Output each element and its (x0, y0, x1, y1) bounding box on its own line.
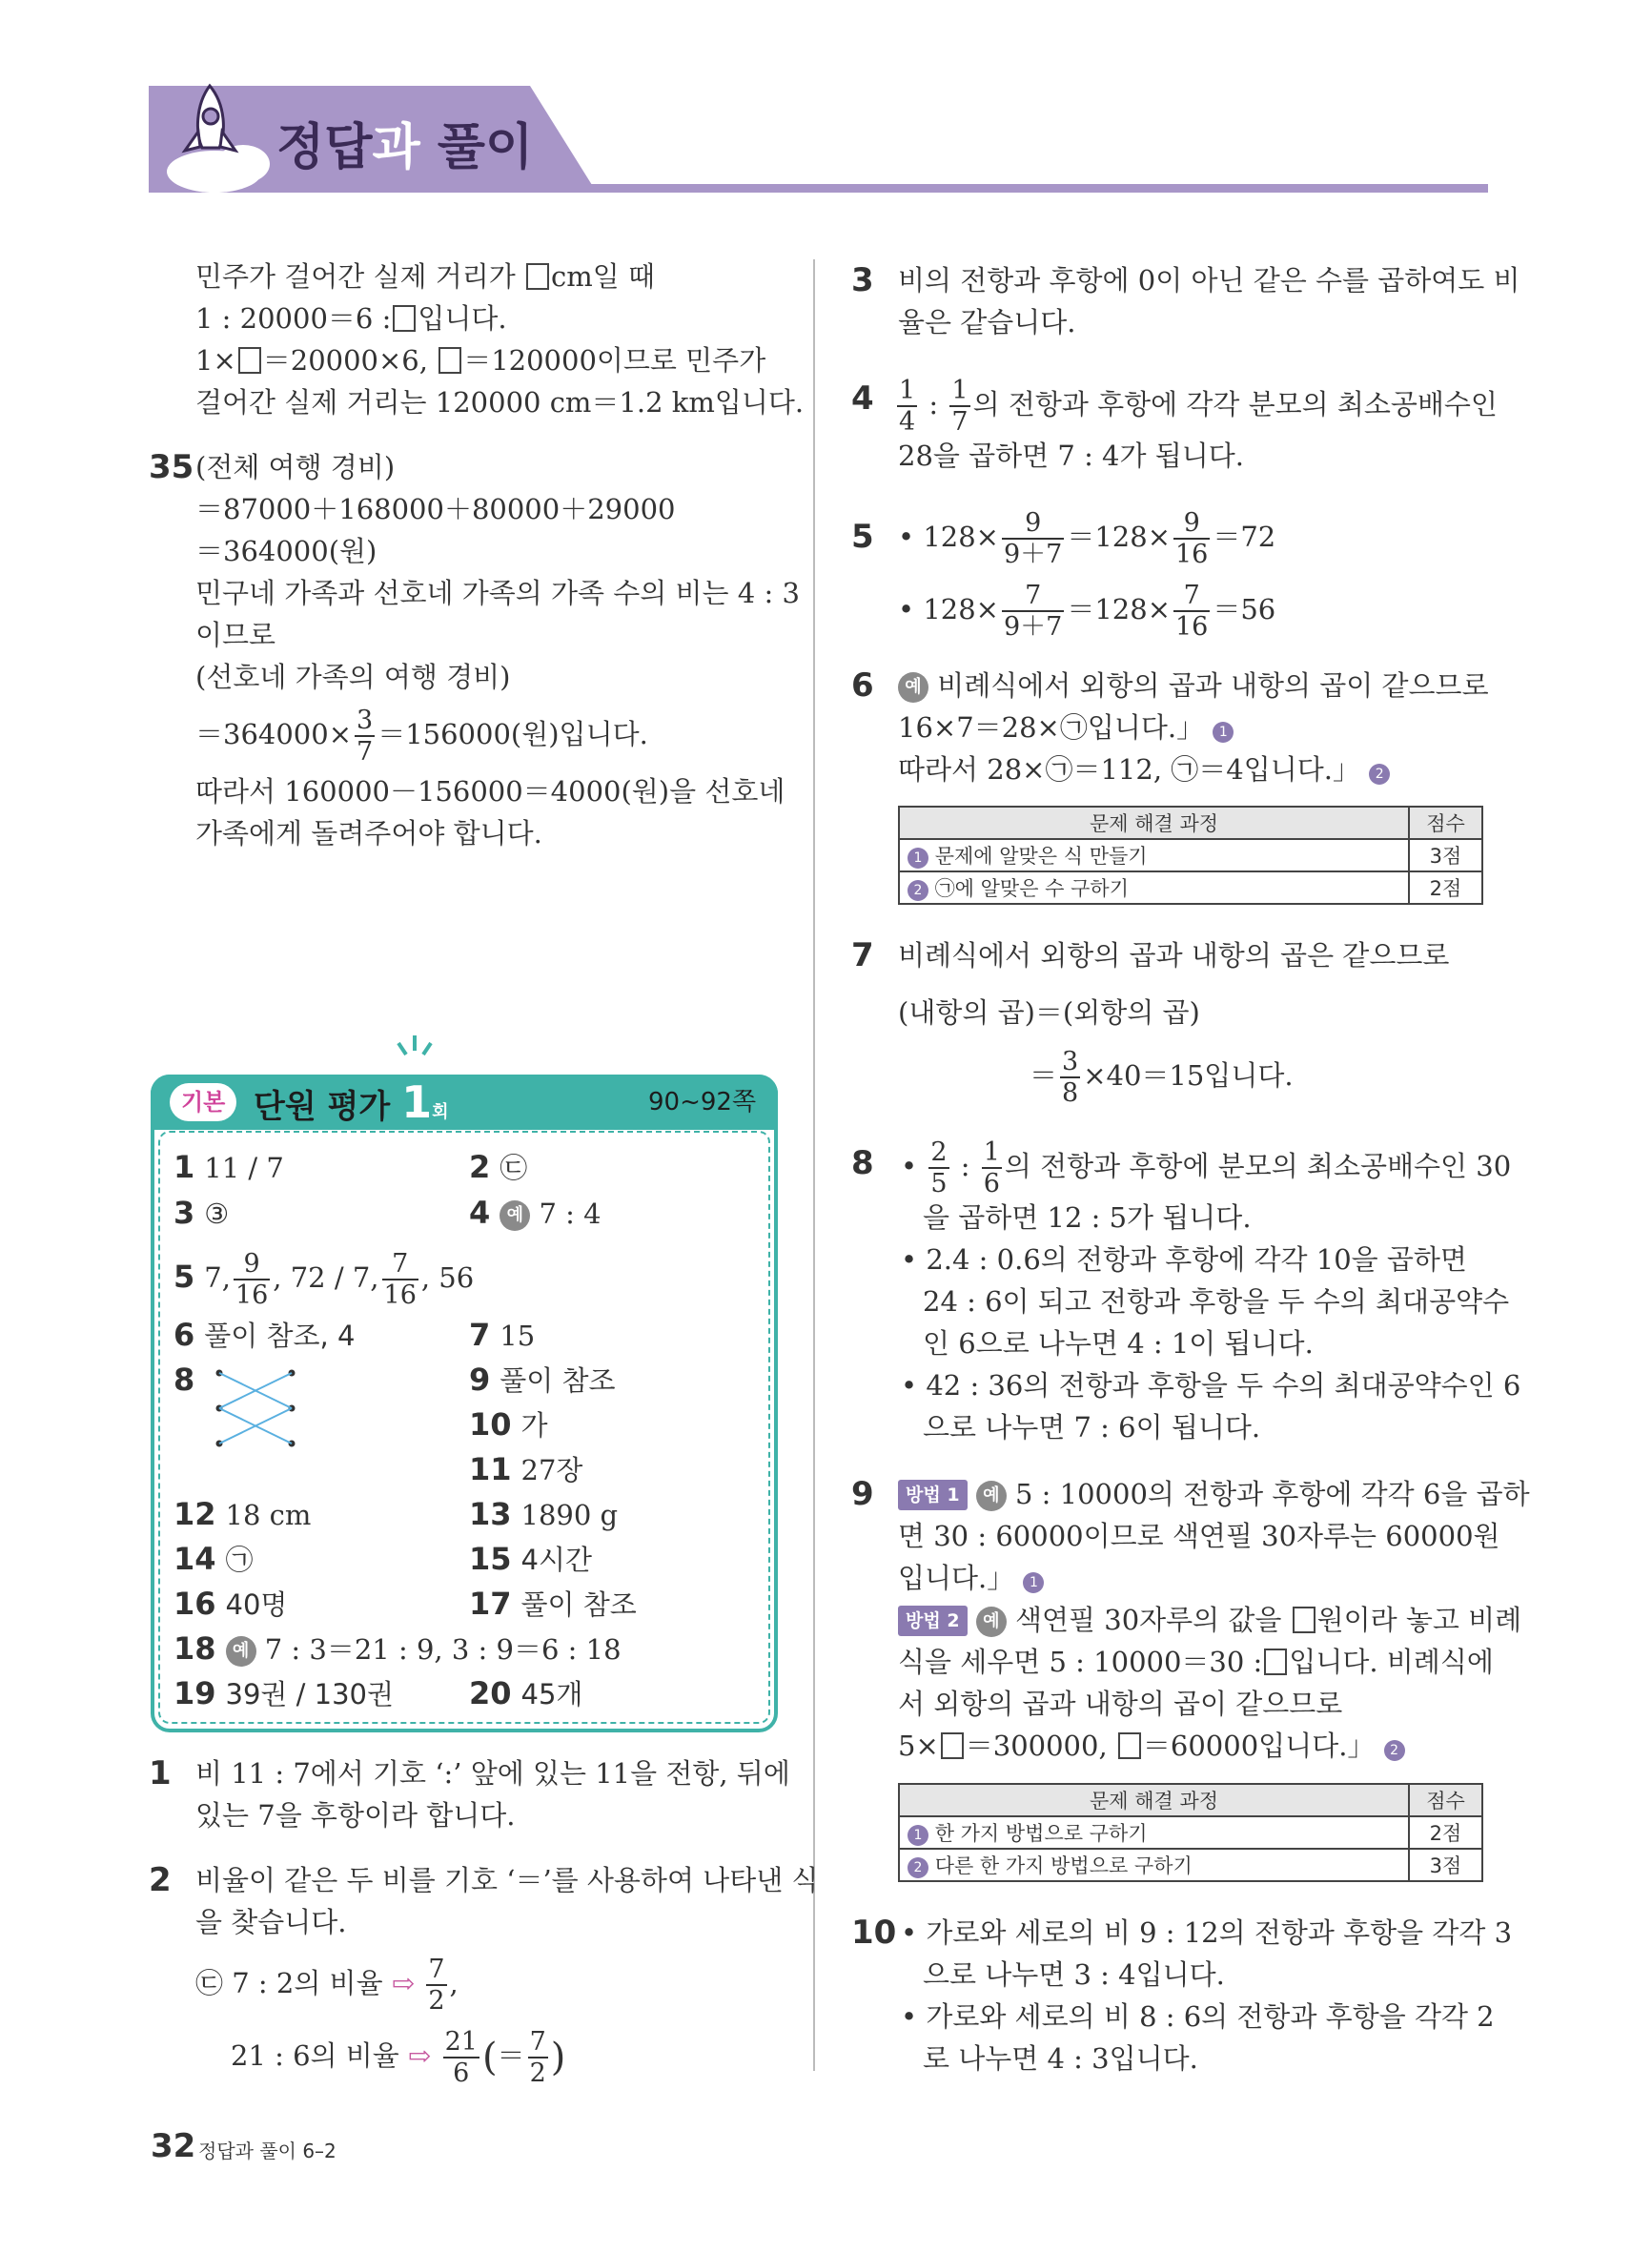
footer-text: 정답과 풀이 6–2 (198, 2140, 337, 2162)
text-line: 5× ＝300000, ＝60000입니다.」 2 (898, 1725, 1405, 1767)
text-line: $\frac{1}{4}$ : $\frac{1}{7}$ 의 전항과 후항에 각각 분모의 최소공배수인 (899, 376, 1498, 437)
text-line: (선호네 가족의 여행 경비) (195, 661, 511, 693)
answer-row: 12 18 cm (173, 1496, 312, 1532)
text-line: 비 11 : 7에서 기호 ‘:’ 앞에 있는 11을 전항, 뒤에 (195, 1757, 790, 1790)
text-line: 비례식에서 외항의 곱과 내항의 곱은 같으므로 (898, 939, 1450, 972)
answer-row: 11 27장 (469, 1451, 583, 1487)
question-number: 9 (851, 1475, 874, 1513)
score-table: 문제 해결 과정 점수 1 문제에 알맞은 식 만들기 3점 2 ㉠에 알맞은 수 구하기 2점 (898, 806, 1483, 905)
text-line: ＝364000(원) (195, 535, 377, 567)
text-line: 식을 세우면 5 : 10000＝30 : 입니다. 비례식에 (898, 1646, 1494, 1678)
text-line: 1× ＝20000×6, ＝120000이므로 민주가 (195, 344, 766, 377)
unit-test-pages: 90~92쪽 (648, 1088, 757, 1116)
text-line: 비의 전항과 후항에 0이 아닌 같은 수를 곱하여도 비 (898, 264, 1520, 297)
text-line: ㉢ 7 : 2의 비율 ⇨ $\frac{7}{2}$ , (195, 1955, 459, 2016)
text-line: • 128× $\frac{9}{9+7}$ ＝128× $\frac{9}{16}$ ＝72 (898, 508, 1276, 569)
text-line: 24 : 6이 되고 전항과 후항을 두 수의 최대공약수 (923, 1285, 1510, 1318)
question-number: 2 (149, 1861, 172, 1899)
question-number: 35 (149, 448, 194, 486)
question-number: 4 (851, 379, 874, 418)
text-line: 서 외항의 곱과 내항의 곱이 같으므로 (898, 1688, 1343, 1720)
text-line: ＝87000＋168000＋80000＋29000 (195, 493, 676, 525)
text-line: 방법 2 예 색연필 30자루의 값을 원이라 놓고 비례 (898, 1599, 1521, 1641)
question-number: 8 (851, 1144, 874, 1182)
unit-test-title: 단원 평가 1회 (254, 1076, 449, 1128)
answer-row: 16 40명 (173, 1586, 288, 1622)
basic-badge: 기본 (170, 1083, 236, 1121)
text-line: 율은 같습니다. (898, 306, 1076, 338)
text-line: • 2.4 : 0.6의 전항과 후항에 각각 10을 곱하면 (901, 1243, 1467, 1276)
text-line: • 가로와 세로의 비 9 : 12의 전항과 후항을 각각 3 (901, 1916, 1513, 1949)
page-number: 32 (151, 2127, 196, 2165)
text-line: 16×7＝28×㉠입니다.」 1 (898, 707, 1234, 748)
text-line: ＝ $\frac{3}{8}$ ×40＝15입니다. (1030, 1047, 1294, 1108)
text-line: 인 6으로 나누면 4 : 1이 됩니다. (923, 1327, 1314, 1360)
matching-lines-diagram (212, 1365, 299, 1451)
question-number: 5 (851, 518, 874, 556)
text-line: 이므로 (195, 619, 276, 651)
text-line: 을 찾습니다. (195, 1906, 347, 1938)
text-line: 방법 1 예 5 : 10000의 전항과 후항에 각각 6을 곱하 (898, 1473, 1530, 1515)
answer-row: 3 ③ (173, 1195, 230, 1231)
question-number: 10 (851, 1914, 897, 1952)
text-line: (내항의 곱)＝(외항의 곱) (898, 996, 1200, 1029)
text-line: 따라서 28×㉠＝112, ㉠＝4입니다.」 2 (898, 748, 1390, 790)
column-divider (813, 259, 815, 2071)
text-line: (전체 여행 경비) (195, 451, 396, 483)
text-line: 예 비례식에서 외항의 곱과 내항의 곱이 같으므로 (898, 665, 1489, 707)
answer-row: 7 15 (469, 1317, 536, 1353)
text-line: 입니다.」 1 (898, 1557, 1044, 1599)
answer-row: 4 예 7 : 4 (469, 1195, 602, 1231)
text-line: 21 : 6의 비율 ⇨ $\frac{21}{6}$ (＝ $\frac{7}{2}$ ) (231, 2027, 566, 2088)
text-line: 을 곱하면 12 : 5가 됩니다. (923, 1201, 1252, 1234)
text-line: 걸어간 실제 거리는 120000 cm＝1.2 km입니다. (195, 386, 805, 419)
answer-row: 17 풀이 참조 (469, 1586, 637, 1622)
answer-row: 5 7, $\frac{9}{16}$ , 72 / 7, $\frac{7}{16}$ , 56 (173, 1249, 475, 1310)
text-line: • $\frac{2}{5}$ : $\frac{1}{6}$ 의 전항과 후항에 분모의 최소공배수인 30 (901, 1137, 1512, 1198)
text-line: 민구네 가족과 선호네 가족의 가족 수의 비는 4 : 3 (195, 577, 800, 609)
score-table: 문제 해결 과정 점수 1 한 가지 방법으로 구하기 2점 2 다른 한 가지 방법으로 구하기 3점 (898, 1783, 1483, 1882)
text-line: 따라서 160000－156000＝4000(원)을 선호네 (195, 775, 785, 808)
answer-row: 19 39권 / 130권 (173, 1675, 395, 1711)
text-line: 가족에게 돌려주어야 합니다. (195, 817, 542, 850)
text-line: • 128× $\frac{7}{9+7}$ ＝128× $\frac{7}{16}$ ＝56 (898, 581, 1276, 642)
text-line: 으로 나누면 7 : 6이 됩니다. (923, 1411, 1261, 1444)
text-line: 면 30 : 60000이므로 색연필 30자루는 60000원 (898, 1520, 1500, 1552)
question-number: 7 (851, 936, 874, 974)
answer-row: 2 ㉢ (469, 1149, 528, 1185)
answer-row: 18 예 7 : 3＝21 : 9, 3 : 9＝6 : 18 (173, 1630, 622, 1667)
text-line: 로 나누면 4 : 3입니다. (923, 2042, 1198, 2075)
text-line: 28을 곱하면 7 : 4가 됩니다. (898, 440, 1244, 472)
answer-row: 9 풀이 참조 (469, 1362, 616, 1398)
page-title: 정답과 풀이 (276, 119, 534, 176)
rocket-icon (162, 76, 276, 195)
answer-row: 10 가 (469, 1406, 548, 1443)
text-line: • 42 : 36의 전항과 후항을 두 수의 최대공약수인 6 (901, 1369, 1521, 1402)
text-line: 1 : 20000＝6 : 입니다. (195, 302, 507, 335)
answer-row: 20 45개 (469, 1675, 583, 1711)
answer-row: 13 1890 g (469, 1496, 619, 1532)
text-line: • 가로와 세로의 비 8 : 6의 전항과 후항을 각각 2 (901, 2000, 1495, 2033)
answer-row: 8 (173, 1362, 195, 1398)
answer-row: 6 풀이 참조, 4 (173, 1317, 356, 1353)
sparkle-icon (391, 1032, 438, 1070)
text-line: ＝364000× $\frac{3}{7}$ ＝156000(원)입니다. (195, 706, 648, 767)
text-line: 있는 7을 후항이라 합니다. (195, 1799, 516, 1832)
text-line: 비율이 같은 두 비를 기호 ‘＝’를 사용하여 나타낸 식 (195, 1864, 819, 1896)
question-number: 3 (851, 261, 874, 299)
text-line: 으로 나누면 3 : 4입니다. (923, 1958, 1225, 1991)
text-line: 민주가 걸어간 실제 거리가 cm일 때 (195, 260, 656, 293)
question-number: 6 (851, 666, 874, 705)
answer-row: 15 4시간 (469, 1541, 593, 1577)
answer-row: 1 11 / 7 (173, 1149, 284, 1185)
question-number: 1 (149, 1754, 172, 1792)
answer-row: 14 ㉠ (173, 1541, 254, 1577)
